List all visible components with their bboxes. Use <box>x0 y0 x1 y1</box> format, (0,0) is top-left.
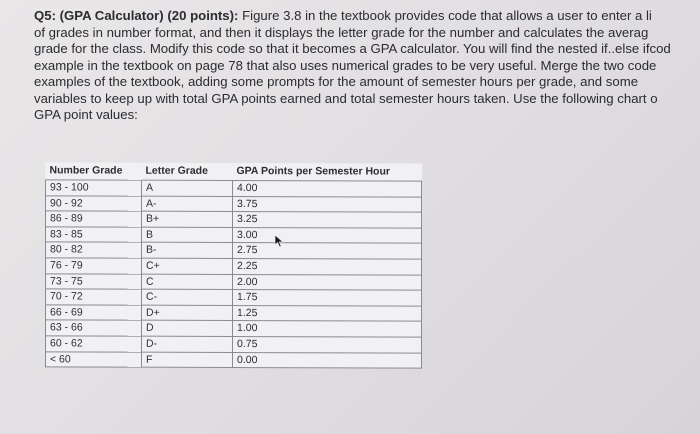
table-row <box>46 227 422 244</box>
question-line <box>34 41 700 58</box>
number-grade-cell: 66 - 69 <box>46 305 142 321</box>
question-line <box>34 8 700 25</box>
number-grade-cell: 86 - 89 <box>46 211 142 227</box>
gpa-points-cell: 3.75 <box>233 196 422 212</box>
letter-grade-cell: B- <box>142 243 233 259</box>
gpa-points-cell: 3.00 <box>233 227 422 243</box>
letter-grade-cell: A- <box>142 196 233 212</box>
question-line-text: Figure 3.8 in the textbook provides code that allows a user to enter a li <box>238 8 652 23</box>
question-line-text: variables to keep up with total GPA points earned and total semester hours taken. Use the following chart o <box>34 90 658 106</box>
table-row <box>46 211 422 228</box>
letter-grade-cell: C <box>142 274 233 290</box>
question-line <box>34 25 700 42</box>
table-header-row <box>46 162 422 181</box>
gpa-chart-table <box>45 162 422 368</box>
question-line <box>34 107 700 124</box>
question-line-text: grade for the class. Modify this code so that it becomes a GPA calculator. You will find the nested if..else ifcod <box>34 41 671 56</box>
table-row <box>46 320 422 337</box>
gpa-points-cell: 2.00 <box>233 274 422 290</box>
gpa-points-cell: 3.25 <box>233 212 422 228</box>
question-line <box>34 91 700 108</box>
gpa-points-cell: 0.00 <box>233 352 422 368</box>
number-grade-cell: 83 - 85 <box>46 227 142 243</box>
header-gpa-points: GPA Points per Semester Hour <box>233 163 422 181</box>
table-row <box>46 180 422 197</box>
gpa-points-cell: 2.25 <box>233 258 422 274</box>
letter-grade-cell: D+ <box>142 305 233 321</box>
letter-grade-cell: C- <box>142 289 233 305</box>
number-grade-cell: 93 - 100 <box>46 180 142 196</box>
number-grade-cell: 90 - 92 <box>46 195 142 211</box>
table-body <box>46 180 422 368</box>
number-grade-cell: < 60 <box>46 351 142 367</box>
table-row <box>46 242 422 259</box>
gpa-points-cell: 4.00 <box>233 180 422 196</box>
letter-grade-cell: F <box>142 352 233 368</box>
question-line-text: of grades in number format, and then it displays the letter grade for the number and calculates the averag <box>34 24 649 40</box>
table-row <box>46 195 422 212</box>
question-line-text: example in the textbook on page 78 that also uses numerical grades to be very useful. Merge the two code <box>34 57 657 73</box>
table-row <box>46 305 422 322</box>
number-grade-cell: 63 - 66 <box>46 320 142 336</box>
header-number-grade: Number Grade <box>46 162 142 180</box>
letter-grade-cell: D <box>142 321 233 337</box>
letter-grade-cell: B+ <box>142 211 233 227</box>
header-letter-grade: Letter Grade <box>142 163 233 181</box>
question-line-text: examples of the textbook, adding some prompts for the amount of semester hours per grade, and some <box>34 74 639 89</box>
letter-grade-cell: B <box>142 227 233 243</box>
gpa-points-cell: 1.25 <box>233 305 422 321</box>
number-grade-cell: 76 - 79 <box>46 258 142 274</box>
mouse-cursor-icon <box>274 234 286 248</box>
letter-grade-cell: C+ <box>142 258 233 274</box>
number-grade-cell: 70 - 72 <box>46 289 142 305</box>
table-row <box>46 258 422 275</box>
gpa-points-cell: 1.75 <box>233 290 422 306</box>
number-grade-cell: 73 - 75 <box>46 273 142 289</box>
table-row <box>46 336 422 353</box>
table-row <box>46 273 422 290</box>
gpa-points-cell: 0.75 <box>233 336 422 352</box>
table-row <box>46 289 422 306</box>
question-line <box>34 74 700 91</box>
question-line <box>34 58 700 75</box>
table-row <box>46 351 422 368</box>
number-grade-cell: 60 - 62 <box>46 336 142 352</box>
letter-grade-cell: D- <box>142 336 233 352</box>
gpa-points-cell: 1.00 <box>233 321 422 337</box>
letter-grade-cell: A <box>142 180 233 196</box>
gpa-points-cell: 2.75 <box>233 243 422 259</box>
question-line-text: GPA point values: <box>34 107 138 122</box>
number-grade-cell: 80 - 82 <box>46 242 142 258</box>
question-heading: Q5: (GPA Calculator) (20 points): <box>34 8 239 23</box>
question-text <box>34 8 700 124</box>
